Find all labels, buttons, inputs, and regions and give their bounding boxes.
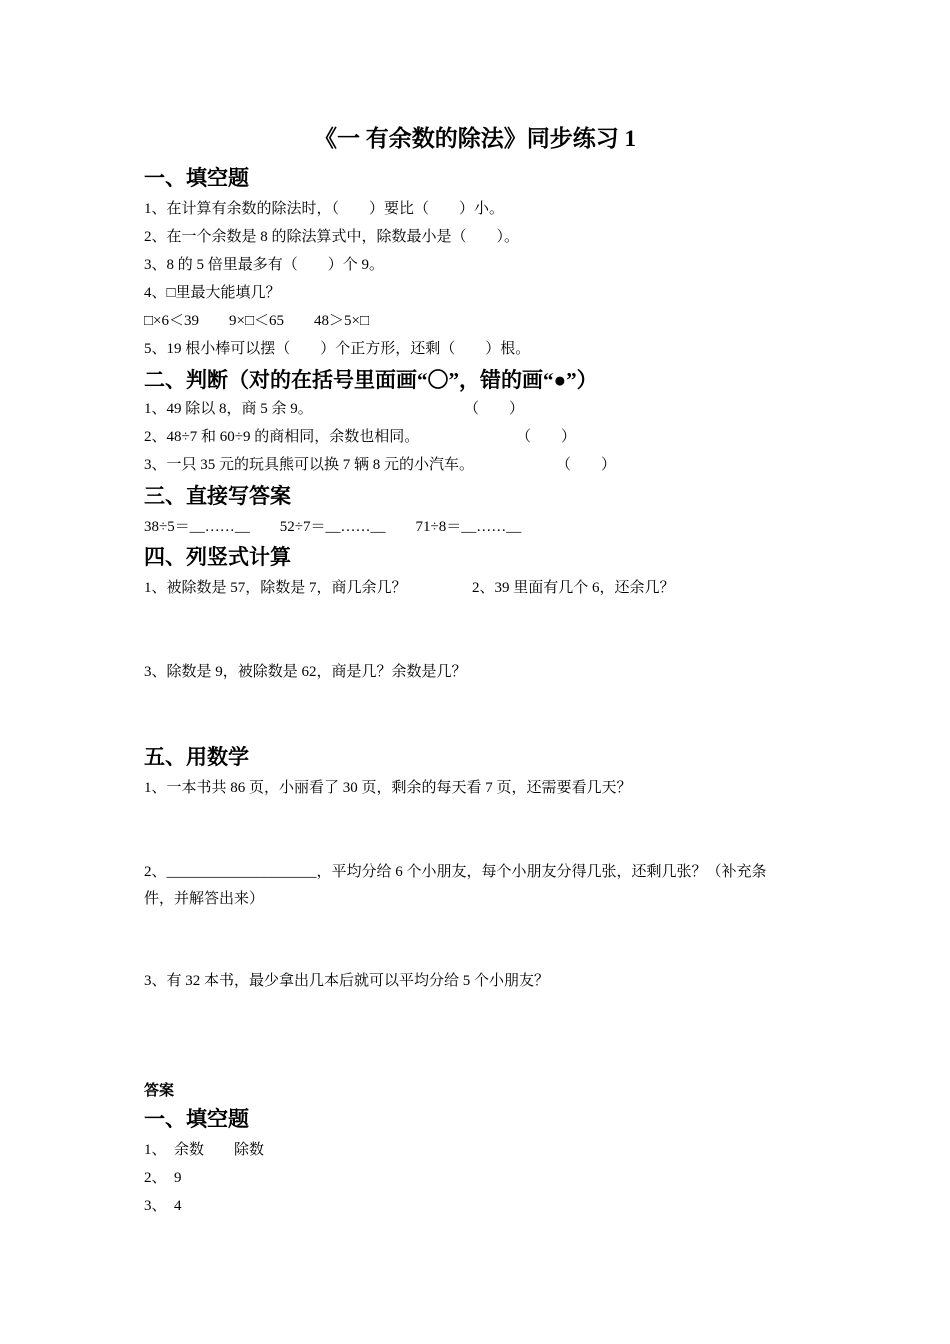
fill-blank-item-1: 1、在计算有余数的除法时，（ ）要比（ ）小。: [144, 201, 505, 217]
fill-blank-item-5: 5、19 根小棒可以摆（ ）个正方形，还剩（ ）根。: [144, 341, 531, 357]
answers-fill-blank-heading: 一、填空题: [144, 1107, 249, 1131]
section-judge-heading: 二、判断（对的在括号里面画“〇”，错的画“●”）: [144, 368, 598, 392]
judge-item-3: 3、一只 35 元的玩具熊可以换 7 辆 8 元的小汽车。: [144, 457, 475, 473]
section-fill-blank-heading: 一、填空题: [144, 166, 249, 190]
answer-item-1: 1、 余数 除数: [144, 1142, 265, 1158]
answer-item-2: 2、 9: [144, 1170, 182, 1186]
judge-item-2-bracket: （ ）: [516, 429, 577, 445]
answer-item-3: 3、 4: [144, 1198, 182, 1214]
section-apply-math-heading: 五、用数学: [144, 745, 249, 769]
vertical-calc-q1: 1、被除数是 57，除数是 7，商几余几？: [144, 580, 407, 596]
fill-blank-item-2: 2、在一个余数是 8 的除法算式中，除数最小是（ ）。: [144, 229, 520, 245]
page-title: 《一 有余数的除法》同步练习 1: [314, 126, 636, 151]
apply-math-q1: 1、一本书共 86 页，小丽看了 30 页，剩余的每天看 7 页，还需要看几天？: [144, 780, 632, 796]
apply-math-q3: 3、有 32 本书，最少拿出几本后就可以平均分给 5 个小朋友？: [144, 973, 550, 989]
fill-blank-item-3: 3、8 的 5 倍里最多有（ ）个 9。: [144, 257, 385, 273]
vertical-calc-q3: 3、除数是 9，被除数是 62，商是几？余数是几？: [144, 664, 467, 680]
judge-item-3-bracket: （ ）: [556, 457, 617, 473]
direct-answer-line: 38÷5＝__……__ 52÷7＝__……__ 71÷8＝__……__: [144, 519, 522, 535]
section-vertical-calc-heading: 四、列竖式计算: [144, 545, 291, 569]
fill-blank-item-4-expressions: □×6＜39 9×□＜65 48＞5×□: [144, 313, 370, 329]
apply-math-q2-line1: 2、____________________，平均分给 6 个小朋友，每个小朋友分得几张，还剩几张？（补充条: [144, 864, 767, 880]
fill-blank-item-4: 4、□里最大能填几？: [144, 285, 281, 301]
section-direct-answer-heading: 三、直接写答案: [144, 484, 291, 508]
judge-item-2: 2、48÷7 和 60÷9 的商相同，余数也相同。: [144, 429, 420, 445]
apply-math-q2-line2: 件，并解答出来）: [144, 891, 265, 907]
answers-label: 答案: [144, 1083, 175, 1099]
judge-item-1-bracket: （ ）: [464, 401, 525, 417]
judge-item-1: 1、49 除以 8，商 5 余 9。: [144, 401, 313, 417]
vertical-calc-q2: 2、39 里面有几个 6，还余几？: [472, 580, 675, 596]
